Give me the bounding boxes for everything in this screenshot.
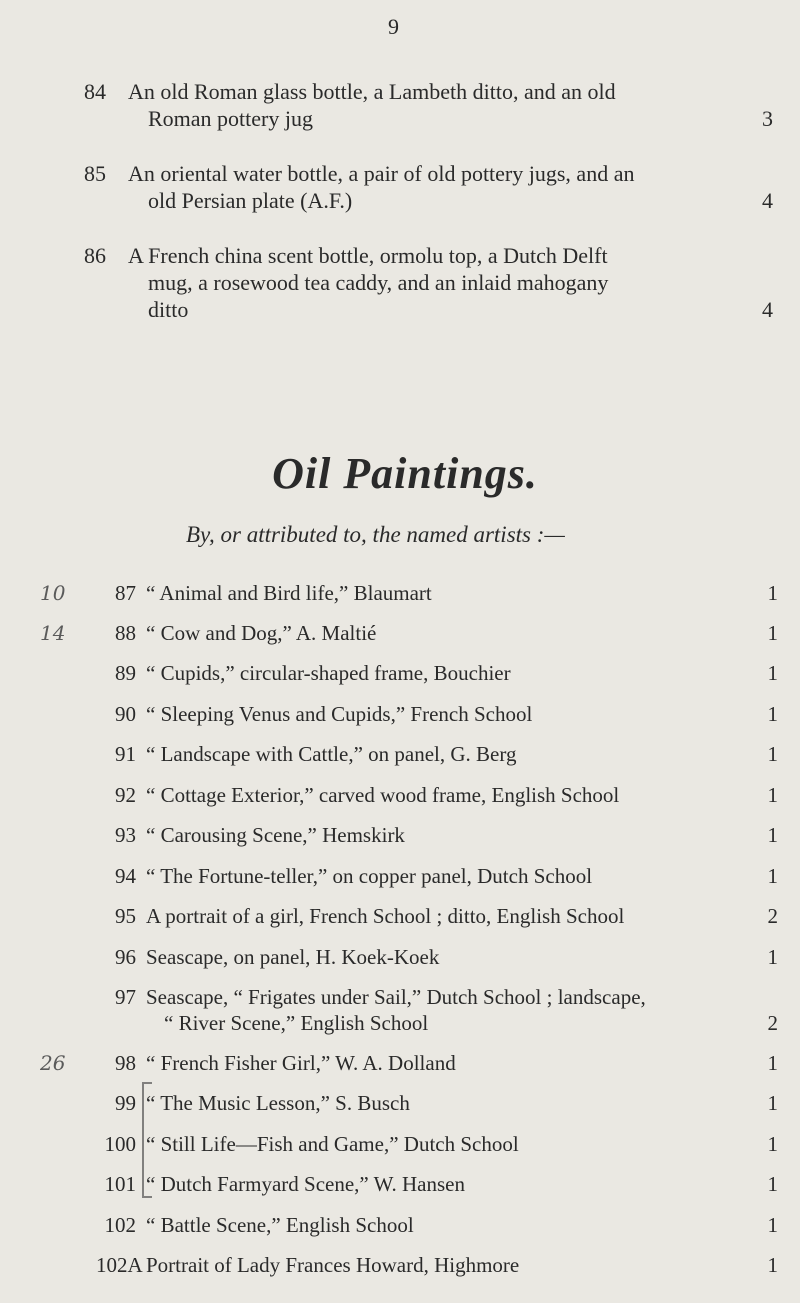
lot-description [146,660,776,686]
lot-number: 95 [115,904,136,928]
lot-description [146,1171,776,1197]
lot-number: 87 [115,581,136,605]
lot-number: 96 [115,945,136,969]
lot-number: 90 [115,702,136,726]
lot-description-line: “ The Music Lesson,” S. Busch [146,1091,410,1115]
lot-description-line: “ Cupids,” circular-shaped frame, Bouchier [146,661,511,685]
lot-description-line: Seascape, “ Frigates under Sail,” Dutch School ; landscape, [146,985,646,1009]
handwritten-annotation: 14 [40,621,66,645]
lot-description [146,741,776,767]
handwritten-annotation: 26 [40,1051,66,1075]
lot-quantity: 2 [767,904,778,928]
lot-description-line: old Persian plate (A.F.) [148,188,353,213]
lot-description-line: “ Sleeping Venus and Cupids,” French School [146,702,533,726]
lot-description-line: An oriental water bottle, a pair of old pottery jugs, and an [128,161,635,186]
lot-description [146,903,776,929]
lot-description [146,863,776,889]
lot-description-line: “ Dutch Farmyard Scene,” W. Hansen [146,1172,465,1196]
lot-quantity: 2 [767,1011,778,1035]
lot-description-line: “ Cow and Dog,” A. Maltié [146,621,377,645]
lot-description-line: “ Battle Scene,” English School [146,1213,414,1237]
lot-description [128,242,743,323]
lot-description [128,160,743,214]
lot-quantity: 3 [762,106,773,131]
lot-number: 99 [115,1091,136,1115]
lot-quantity: 4 [762,188,773,213]
lot-number: 85 [84,161,106,186]
lot-number: 92 [115,783,136,807]
lot-quantity: 4 [762,297,773,322]
lot-quantity: 1 [767,581,778,605]
lot-quantity: 1 [767,1132,778,1156]
page-number: 9 [388,14,399,39]
lot-quantity: 1 [767,742,778,766]
lot-description [146,620,776,646]
lot-description-line: “ Carousing Scene,” Hemskirk [146,823,405,847]
lot-description-line: A French china scent bottle, ormolu top, a Dutch Delft [128,243,608,268]
lot-quantity: 1 [767,945,778,969]
lot-quantity: 1 [767,1213,778,1237]
lot-description-line: Roman pottery jug [148,106,313,131]
handwritten-annotation: 10 [40,581,66,605]
lot-description [146,580,776,606]
lot-quantity: 1 [767,1051,778,1075]
lot-quantity: 1 [767,661,778,685]
lot-number: 88 [115,621,136,645]
lot-quantity: 1 [767,1091,778,1115]
lot-quantity: 1 [767,783,778,807]
lot-number: 86 [84,243,106,268]
lot-description-line: “ Landscape with Cattle,” on panel, G. Berg [146,742,517,766]
lot-description [146,984,776,1036]
lot-description [146,1212,776,1238]
lot-description [146,1090,776,1116]
lot-number: 102A [96,1253,143,1277]
lot-number: 102 [104,1213,136,1237]
lot-description-line: “ Cottage Exterior,” carved wood frame, English School [146,783,620,807]
lot-description-line: ditto [148,297,189,322]
lot-description [128,78,743,132]
handwritten-bracket [142,1082,152,1198]
lot-description-line: An old Roman glass bottle, a Lambeth ditto, and an old [128,79,616,104]
lot-description [146,701,776,727]
lot-description [146,1131,776,1157]
lot-description [146,822,776,848]
lot-description [146,1050,776,1076]
lot-number: 100 [104,1132,136,1156]
lot-number: 101 [104,1172,136,1196]
lot-description-line: A portrait of a girl, French School ; ditto, English School [146,904,625,928]
lot-description-line: Portrait of Lady Frances Howard, Highmore [146,1253,520,1277]
lot-quantity: 1 [767,823,778,847]
lot-quantity: 1 [767,621,778,645]
lot-description-line: mug, a rosewood tea caddy, and an inlaid mahogany [148,270,609,295]
lot-quantity: 1 [767,1253,778,1277]
section-heading: Oil Paintings. [272,449,538,498]
lot-description [146,782,776,808]
lot-description-line: Seascape, on panel, H. Koek-Koek [146,945,440,969]
lot-description-line: “ Still Life—Fish and Game,” Dutch School [146,1132,519,1156]
lot-number: 89 [115,661,136,685]
lot-description-line: “ River Scene,” English School [164,1011,429,1035]
lot-number: 98 [115,1051,136,1075]
section-subheading: By, or attributed to, the named artists :— [186,522,565,547]
lot-number: 97 [115,985,136,1009]
lot-number: 93 [115,823,136,847]
lot-quantity: 1 [767,1172,778,1196]
lot-number: 84 [84,79,106,104]
lot-description-line: “ The Fortune-teller,” on copper panel, Dutch School [146,864,593,888]
lot-number: 91 [115,742,136,766]
lot-quantity: 1 [767,702,778,726]
lot-quantity: 1 [767,864,778,888]
lot-description-line: “ French Fisher Girl,” W. A. Dolland [146,1051,456,1075]
lot-number: 94 [115,864,136,888]
lot-description [146,1252,776,1278]
lot-description-line: “ Animal and Bird life,” Blaumart [146,581,432,605]
lot-description [146,944,776,970]
